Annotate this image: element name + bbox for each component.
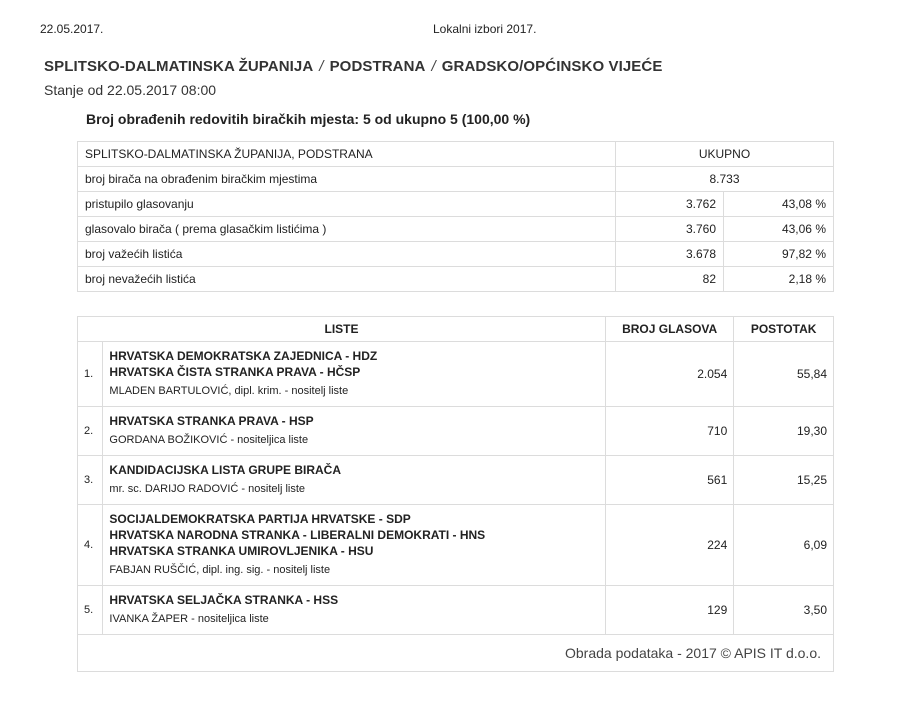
party-name: HRVATSKA SELJAČKA STRANKA - HSS bbox=[109, 593, 339, 607]
list-leader: MLADEN BARTULOVIĆ, dipl. krim. - nositelj liste bbox=[109, 385, 349, 397]
turnout-percent: 43,08 % bbox=[724, 192, 834, 217]
list-leader: GORDANA BOŽIKOVIĆ - nositeljica liste bbox=[109, 434, 309, 446]
vote-count: 710 bbox=[606, 407, 734, 456]
vote-percent: 55,84 bbox=[734, 342, 834, 407]
breadcrumb-separator: / bbox=[319, 58, 324, 75]
row-number: 5. bbox=[78, 586, 103, 635]
header-votes: BROJ GLASOVA bbox=[606, 317, 734, 342]
vote-count: 129 bbox=[606, 586, 734, 635]
row-number: 4. bbox=[78, 505, 103, 586]
vote-count: 2.054 bbox=[606, 342, 734, 407]
turnout-percent: 2,18 % bbox=[724, 267, 834, 292]
turnout-value: 3.678 bbox=[616, 242, 724, 267]
vote-percent: 3,50 bbox=[734, 586, 834, 635]
header-percent: POSTOTAK bbox=[734, 317, 834, 342]
row-number: 3. bbox=[78, 456, 103, 505]
processed-stations: Broj obrađenih redovitih biračkih mjesta: 5 od ukupno 5 (100,00 %) bbox=[86, 111, 531, 127]
turnout-value: 3.762 bbox=[616, 192, 724, 217]
result-row bbox=[78, 342, 834, 407]
results-table bbox=[77, 316, 834, 672]
row-number: 1. bbox=[78, 342, 103, 407]
turnout-label: broj birača na obrađenim biračkim mjestima bbox=[78, 167, 616, 192]
turnout-row bbox=[78, 242, 834, 267]
vote-count: 224 bbox=[606, 505, 734, 586]
row-number: 2. bbox=[78, 407, 103, 456]
vote-percent: 15,25 bbox=[734, 456, 834, 505]
party-name: SOCIJALDEMOKRATSKA PARTIJA HRVATSKE - SDP bbox=[109, 512, 411, 526]
results-footer-row bbox=[78, 635, 834, 672]
turnout-row bbox=[78, 267, 834, 292]
list-cell bbox=[103, 505, 606, 586]
turnout-label: glasovalo birača ( prema glasačkim listićima ) bbox=[78, 217, 616, 242]
vote-percent: 6,09 bbox=[734, 505, 834, 586]
turnout-header-region: SPLITSKO-DALMATINSKA ŽUPANIJA, PODSTRANA bbox=[78, 142, 616, 167]
vote-count: 561 bbox=[606, 456, 734, 505]
turnout-percent: 97,82 % bbox=[724, 242, 834, 267]
party-name: HRVATSKA STRANKA UMIROVLJENIKA - HSU bbox=[109, 544, 374, 558]
party-name: HRVATSKA DEMOKRATSKA ZAJEDNICA - HDZ bbox=[109, 349, 378, 363]
turnout-value: 3.760 bbox=[616, 217, 724, 242]
party-name: KANDIDACIJSKA LISTA GRUPE BIRAČA bbox=[109, 463, 341, 477]
results-header-row bbox=[78, 317, 834, 342]
turnout-header-total: UKUPNO bbox=[616, 142, 834, 167]
list-cell bbox=[103, 342, 606, 407]
region-breadcrumb bbox=[44, 58, 662, 75]
breadcrumb-separator: / bbox=[431, 58, 436, 75]
turnout-row bbox=[78, 217, 834, 242]
data-processing-credit: Obrada podataka - 2017 © APIS IT d.o.o. bbox=[78, 635, 834, 672]
vote-percent: 19,30 bbox=[734, 407, 834, 456]
list-leader: FABJAN RUŠČIĆ, dipl. ing. sig. - nositelj liste bbox=[109, 564, 331, 576]
list-cell bbox=[103, 407, 606, 456]
turnout-value: 8.733 bbox=[616, 167, 834, 192]
print-date: 22.05.2017. bbox=[40, 22, 104, 36]
council-name: GRADSKO/OPĆINSKO VIJEĆE bbox=[441, 58, 663, 75]
turnout-row bbox=[78, 192, 834, 217]
list-leader: IVANKA ŽAPER - nositeljica liste bbox=[109, 613, 269, 625]
party-name: HRVATSKA ČISTA STRANKA PRAVA - HČSP bbox=[109, 365, 361, 379]
county-name: SPLITSKO-DALMATINSKA ŽUPANIJA bbox=[44, 58, 314, 75]
result-row bbox=[78, 586, 834, 635]
turnout-table bbox=[77, 141, 834, 292]
turnout-value: 82 bbox=[616, 267, 724, 292]
party-name: HRVATSKA NARODNA STRANKA - LIBERALNI DEMOKRATI - HNS bbox=[109, 528, 486, 542]
turnout-label: pristupilo glasovanju bbox=[78, 192, 616, 217]
list-leader: mr. sc. DARIJO RADOVIĆ - nositelj liste bbox=[109, 483, 306, 495]
turnout-header-row bbox=[78, 142, 834, 167]
party-name: HRVATSKA STRANKA PRAVA - HSP bbox=[109, 414, 314, 428]
status-timestamp: Stanje od 22.05.2017 08:00 bbox=[44, 82, 217, 98]
turnout-label: broj nevažećih listića bbox=[78, 267, 616, 292]
list-cell bbox=[103, 456, 606, 505]
turnout-percent: 43,06 % bbox=[724, 217, 834, 242]
turnout-row bbox=[78, 167, 834, 192]
header-lists: LISTE bbox=[78, 317, 606, 342]
list-cell bbox=[103, 586, 606, 635]
election-title: Lokalni izbori 2017. bbox=[433, 22, 537, 36]
municipality-name: PODSTRANA bbox=[329, 58, 426, 75]
turnout-label: broj važećih listića bbox=[78, 242, 616, 267]
result-row bbox=[78, 456, 834, 505]
result-row bbox=[78, 505, 834, 586]
result-row bbox=[78, 407, 834, 456]
